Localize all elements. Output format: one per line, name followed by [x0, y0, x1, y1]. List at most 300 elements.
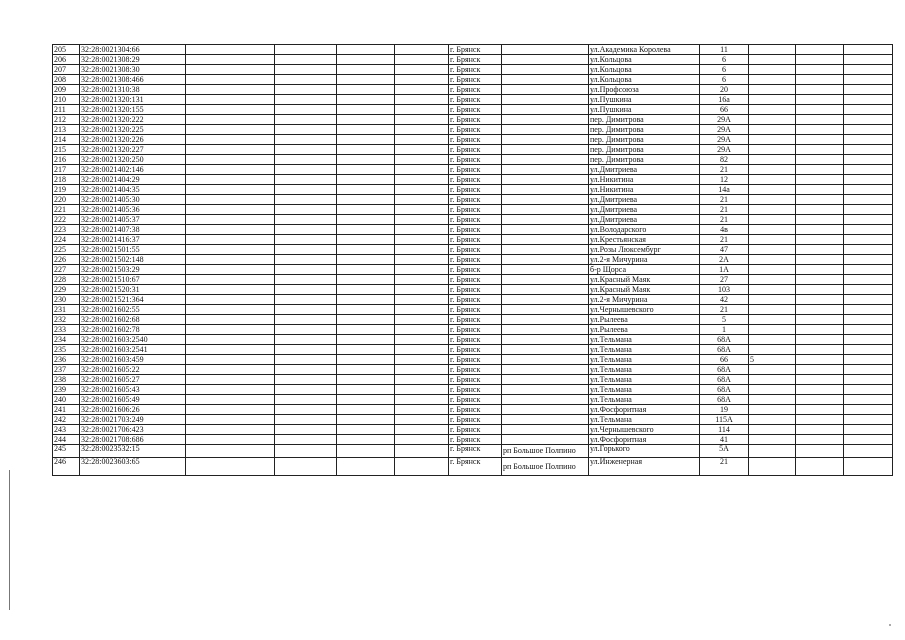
settlement-cell [502, 355, 589, 365]
empty-cell [275, 215, 337, 225]
extra-value-cell [749, 55, 796, 65]
empty-cell [275, 375, 337, 385]
table-row [53, 115, 893, 125]
street-cell: ул.Фосфоритная [589, 435, 700, 445]
cadastral-number-cell: 32:28:0021407:38 [80, 225, 186, 235]
empty-cell [186, 315, 275, 325]
house-number-cell: 21 [700, 195, 749, 205]
empty-cell [796, 305, 844, 315]
empty-cell [395, 375, 449, 385]
empty-cell [796, 55, 844, 65]
cadastral-number-cell: 32:28:0021605:43 [80, 385, 186, 395]
cadastral-number-cell: 32:28:0021503:29 [80, 265, 186, 275]
cadastral-number-cell: 32:28:0021404:29 [80, 175, 186, 185]
settlement-cell [502, 75, 589, 85]
empty-cell [337, 65, 395, 75]
street-cell: ул.Академика Королева [589, 45, 700, 55]
table-row [53, 435, 893, 445]
city-cell: г. Брянск [449, 295, 502, 305]
row-number-cell: 223 [53, 225, 80, 235]
empty-cell [186, 195, 275, 205]
empty-cell [275, 175, 337, 185]
street-cell: пер. Димитрова [589, 125, 700, 135]
settlement-cell [502, 315, 589, 325]
street-cell: ул.Пушкина [589, 95, 700, 105]
row-number-cell: 214 [53, 135, 80, 145]
table-row [53, 195, 893, 205]
empty-cell [395, 395, 449, 405]
row-number-cell: 241 [53, 405, 80, 415]
empty-cell [275, 445, 337, 458]
city-cell: г. Брянск [449, 458, 502, 476]
city-cell: г. Брянск [449, 115, 502, 125]
city-cell: г. Брянск [449, 205, 502, 215]
empty-cell [337, 205, 395, 215]
empty-cell [395, 345, 449, 355]
settlement-cell: рп Большое Полпино [502, 458, 589, 476]
empty-cell [337, 265, 395, 275]
table-row [53, 235, 893, 245]
empty-cell [796, 45, 844, 55]
empty-cell [796, 285, 844, 295]
extra-value-cell [749, 445, 796, 458]
city-cell: г. Брянск [449, 75, 502, 85]
empty-cell [395, 305, 449, 315]
settlement-cell [502, 45, 589, 55]
row-number-cell: 222 [53, 215, 80, 225]
row-number-cell: 217 [53, 165, 80, 175]
empty-cell [796, 145, 844, 155]
empty-cell [796, 195, 844, 205]
empty-cell [395, 405, 449, 415]
empty-cell [275, 95, 337, 105]
empty-cell [275, 395, 337, 405]
settlement-cell [502, 265, 589, 275]
empty-cell [337, 125, 395, 135]
empty-cell [186, 215, 275, 225]
empty-cell [844, 335, 893, 345]
cadastral-number-cell: 32:28:0021501:55 [80, 245, 186, 255]
cadastral-number-cell: 32:28:0021308:466 [80, 75, 186, 85]
street-cell: ул.Пушкина [589, 105, 700, 115]
empty-cell [337, 45, 395, 55]
city-cell: г. Брянск [449, 445, 502, 458]
city-cell: г. Брянск [449, 435, 502, 445]
empty-cell [186, 135, 275, 145]
empty-cell [844, 415, 893, 425]
empty-cell [337, 225, 395, 235]
settlement-cell [502, 395, 589, 405]
city-cell: г. Брянск [449, 235, 502, 245]
table-row [53, 85, 893, 95]
empty-cell [395, 415, 449, 425]
house-number-cell: 103 [700, 285, 749, 295]
empty-cell [844, 435, 893, 445]
row-number-cell: 225 [53, 245, 80, 255]
extra-value-cell [749, 315, 796, 325]
empty-cell [275, 385, 337, 395]
empty-cell [275, 155, 337, 165]
empty-cell [395, 365, 449, 375]
settlement-cell [502, 425, 589, 435]
empty-cell [186, 185, 275, 195]
row-number-cell: 227 [53, 265, 80, 275]
cadastral-number-cell: 32:28:0021605:27 [80, 375, 186, 385]
street-cell: ул.Тельмана [589, 345, 700, 355]
empty-cell [844, 445, 893, 458]
house-number-cell: 21 [700, 215, 749, 225]
street-cell: ул.Дмитриева [589, 195, 700, 205]
street-cell: ул.Горького [589, 445, 700, 458]
city-cell: г. Брянск [449, 165, 502, 175]
settlement-cell [502, 145, 589, 155]
row-number-cell: 239 [53, 385, 80, 395]
extra-value-cell [749, 65, 796, 75]
empty-cell [337, 275, 395, 285]
house-number-cell: 68А [700, 365, 749, 375]
cadastral-number-cell: 32:28:0021320:222 [80, 115, 186, 125]
extra-value-cell: 5 [749, 355, 796, 365]
empty-cell [275, 405, 337, 415]
empty-cell [395, 95, 449, 105]
empty-cell [796, 75, 844, 85]
street-cell: ул.Крестьянская [589, 235, 700, 245]
empty-cell [275, 315, 337, 325]
cadastral-number-cell: 32:28:0021606:26 [80, 405, 186, 415]
settlement-cell [502, 65, 589, 75]
street-cell: б-р Щорса [589, 265, 700, 275]
house-number-cell: 68А [700, 385, 749, 395]
settlement-cell [502, 335, 589, 345]
cadastral-number-cell: 32:28:0021405:36 [80, 205, 186, 215]
empty-cell [844, 295, 893, 305]
table-row [53, 75, 893, 85]
row-number-cell: 219 [53, 185, 80, 195]
city-cell: г. Брянск [449, 275, 502, 285]
house-number-cell: 115А [700, 415, 749, 425]
house-number-cell: 20 [700, 85, 749, 95]
street-cell: ул.Тельмана [589, 335, 700, 345]
empty-cell [337, 405, 395, 415]
empty-cell [844, 95, 893, 105]
row-number-cell: 216 [53, 155, 80, 165]
empty-cell [337, 458, 395, 476]
empty-cell [395, 458, 449, 476]
street-cell: ул.Тельмана [589, 385, 700, 395]
empty-cell [796, 235, 844, 245]
empty-cell [275, 185, 337, 195]
empty-cell [275, 55, 337, 65]
empty-cell [186, 355, 275, 365]
cadastral-number-cell: 32:28:0021603:459 [80, 355, 186, 365]
table-row [53, 285, 893, 295]
table-row [53, 375, 893, 385]
empty-cell [337, 445, 395, 458]
empty-cell [186, 335, 275, 345]
empty-cell [395, 355, 449, 365]
table-row [53, 355, 893, 365]
empty-cell [337, 335, 395, 345]
empty-cell [844, 275, 893, 285]
city-cell: г. Брянск [449, 425, 502, 435]
city-cell: г. Брянск [449, 265, 502, 275]
empty-cell [186, 395, 275, 405]
empty-cell [395, 85, 449, 95]
empty-cell [186, 95, 275, 105]
house-number-cell: 29А [700, 145, 749, 155]
house-number-cell: 68А [700, 345, 749, 355]
street-cell: ул.Инженерная [589, 458, 700, 476]
empty-cell [395, 55, 449, 65]
empty-cell [337, 345, 395, 355]
house-number-cell: 66 [700, 355, 749, 365]
empty-cell [275, 125, 337, 135]
empty-cell [796, 165, 844, 175]
empty-cell [337, 235, 395, 245]
empty-cell [186, 175, 275, 185]
table-row [53, 245, 893, 255]
empty-cell [796, 205, 844, 215]
empty-cell [844, 405, 893, 415]
empty-cell [844, 425, 893, 435]
empty-cell [395, 115, 449, 125]
house-number-cell: 41 [700, 435, 749, 445]
empty-cell [395, 325, 449, 335]
extra-value-cell [749, 225, 796, 235]
cadastral-number-cell: 32:28:0021602:78 [80, 325, 186, 335]
extra-value-cell [749, 235, 796, 245]
empty-cell [337, 155, 395, 165]
city-cell: г. Брянск [449, 175, 502, 185]
house-number-cell: 114 [700, 425, 749, 435]
empty-cell [275, 235, 337, 245]
house-number-cell: 12 [700, 175, 749, 185]
empty-cell [186, 165, 275, 175]
empty-cell [395, 255, 449, 265]
settlement-cell: рп Большое Полпино [502, 445, 589, 458]
cadastral-number-cell: 32:28:0021304:66 [80, 45, 186, 55]
empty-cell [844, 65, 893, 75]
row-number-cell: 244 [53, 435, 80, 445]
empty-cell [796, 215, 844, 225]
empty-cell [395, 165, 449, 175]
cadastral-number-cell: 32:28:0023532:15 [80, 445, 186, 458]
empty-cell [337, 55, 395, 65]
table-row [53, 255, 893, 265]
empty-cell [275, 195, 337, 205]
empty-cell [275, 265, 337, 275]
table-row [53, 55, 893, 65]
street-cell: пер. Димитрова [589, 155, 700, 165]
empty-cell [796, 105, 844, 115]
settlement-cell [502, 185, 589, 195]
city-cell: г. Брянск [449, 145, 502, 155]
house-number-cell: 66 [700, 105, 749, 115]
empty-cell [186, 245, 275, 255]
street-cell: ул.Профсоюза [589, 85, 700, 95]
empty-cell [275, 345, 337, 355]
empty-cell [337, 165, 395, 175]
empty-cell [395, 125, 449, 135]
empty-cell [796, 335, 844, 345]
empty-cell [844, 265, 893, 275]
empty-cell [395, 195, 449, 205]
table-row [53, 315, 893, 325]
empty-cell [186, 105, 275, 115]
table-row [53, 45, 893, 55]
cadastral-number-cell: 32:28:0021320:155 [80, 105, 186, 115]
extra-value-cell [749, 125, 796, 135]
empty-cell [337, 425, 395, 435]
extra-value-cell [749, 85, 796, 95]
settlement-cell [502, 135, 589, 145]
street-cell: ул.Чернышевского [589, 425, 700, 435]
empty-cell [337, 185, 395, 195]
settlement-cell [502, 155, 589, 165]
table-row [53, 405, 893, 415]
row-number-cell: 245 [53, 445, 80, 458]
row-number-cell: 242 [53, 415, 80, 425]
empty-cell [796, 405, 844, 415]
table-row [53, 125, 893, 135]
settlement-cell [502, 345, 589, 355]
empty-cell [395, 215, 449, 225]
empty-cell [844, 185, 893, 195]
empty-cell [275, 45, 337, 55]
empty-cell [796, 115, 844, 125]
cadastral-number-cell: 32:28:0021520:31 [80, 285, 186, 295]
settlement-cell [502, 175, 589, 185]
settlement-cell [502, 215, 589, 225]
city-cell: г. Брянск [449, 155, 502, 165]
extra-value-cell [749, 385, 796, 395]
empty-cell [844, 315, 893, 325]
empty-cell [796, 325, 844, 335]
empty-cell [395, 75, 449, 85]
table-row [53, 295, 893, 305]
settlement-cell [502, 295, 589, 305]
house-number-cell: 21 [700, 458, 749, 476]
extra-value-cell [749, 155, 796, 165]
cadastral-number-cell: 32:28:0021320:225 [80, 125, 186, 135]
empty-cell [395, 315, 449, 325]
cadastral-number-cell: 32:28:0021404:35 [80, 185, 186, 195]
empty-cell [844, 125, 893, 135]
empty-cell [275, 115, 337, 125]
empty-cell [844, 305, 893, 315]
house-number-cell: 21 [700, 205, 749, 215]
table-row [53, 365, 893, 375]
extra-value-cell [749, 275, 796, 285]
street-cell: ул.Чернышевского [589, 305, 700, 315]
empty-cell [844, 385, 893, 395]
cadastral-number-cell: 32:28:0021603:2540 [80, 335, 186, 345]
empty-cell [796, 355, 844, 365]
row-number-cell: 207 [53, 65, 80, 75]
empty-cell [337, 255, 395, 265]
empty-cell [395, 65, 449, 75]
empty-cell [796, 375, 844, 385]
settlement-cell [502, 375, 589, 385]
extra-value-cell [749, 285, 796, 295]
street-cell: ул.Кольцова [589, 65, 700, 75]
city-cell: г. Брянск [449, 85, 502, 95]
empty-cell [844, 365, 893, 375]
row-number-cell: 213 [53, 125, 80, 135]
empty-cell [844, 115, 893, 125]
city-cell: г. Брянск [449, 325, 502, 335]
house-number-cell: 2А [700, 255, 749, 265]
table-row [53, 215, 893, 225]
empty-cell [796, 275, 844, 285]
extra-value-cell [749, 145, 796, 155]
empty-cell [395, 285, 449, 295]
empty-cell [395, 155, 449, 165]
city-cell: г. Брянск [449, 255, 502, 265]
cadastral-number-cell: 32:28:0021402:146 [80, 165, 186, 175]
empty-cell [796, 365, 844, 375]
street-cell: ул.Тельмана [589, 415, 700, 425]
city-cell: г. Брянск [449, 385, 502, 395]
house-number-cell: 27 [700, 275, 749, 285]
empty-cell [844, 395, 893, 405]
empty-cell [337, 195, 395, 205]
extra-value-cell [749, 175, 796, 185]
row-number-cell: 226 [53, 255, 80, 265]
row-number-cell: 212 [53, 115, 80, 125]
settlement-cell [502, 405, 589, 415]
empty-cell [337, 385, 395, 395]
cadastral-number-cell: 32:28:0021320:250 [80, 155, 186, 165]
cadastral-number-cell: 32:28:0021706:423 [80, 425, 186, 435]
extra-value-cell [749, 405, 796, 415]
empty-cell [395, 145, 449, 155]
empty-cell [844, 85, 893, 95]
margin-mark [9, 470, 10, 610]
empty-cell [796, 315, 844, 325]
extra-value-cell [749, 195, 796, 205]
settlement-cell [502, 205, 589, 215]
street-cell: ул.Рылеева [589, 325, 700, 335]
city-cell: г. Брянск [449, 395, 502, 405]
empty-cell [395, 385, 449, 395]
table-row [53, 65, 893, 75]
table-row [53, 458, 893, 476]
empty-cell [275, 105, 337, 115]
empty-cell [275, 65, 337, 75]
house-number-cell: 47 [700, 245, 749, 255]
row-number-cell: 238 [53, 375, 80, 385]
empty-cell [186, 285, 275, 295]
empty-cell [844, 45, 893, 55]
empty-cell [337, 415, 395, 425]
cadastral-number-cell: 32:28:0021510:67 [80, 275, 186, 285]
cadastral-number-cell: 32:28:0021320:226 [80, 135, 186, 145]
city-cell: г. Брянск [449, 405, 502, 415]
street-cell: пер. Димитрова [589, 135, 700, 145]
cadastral-number-cell: 32:28:0021416:37 [80, 235, 186, 245]
extra-value-cell [749, 458, 796, 476]
settlement-cell [502, 125, 589, 135]
city-cell: г. Брянск [449, 65, 502, 75]
empty-cell [186, 115, 275, 125]
settlement-cell [502, 245, 589, 255]
cadastral-number-cell: 32:28:0021602:55 [80, 305, 186, 315]
extra-value-cell [749, 365, 796, 375]
street-cell: ул.Рылеева [589, 315, 700, 325]
city-cell: г. Брянск [449, 375, 502, 385]
extra-value-cell [749, 95, 796, 105]
